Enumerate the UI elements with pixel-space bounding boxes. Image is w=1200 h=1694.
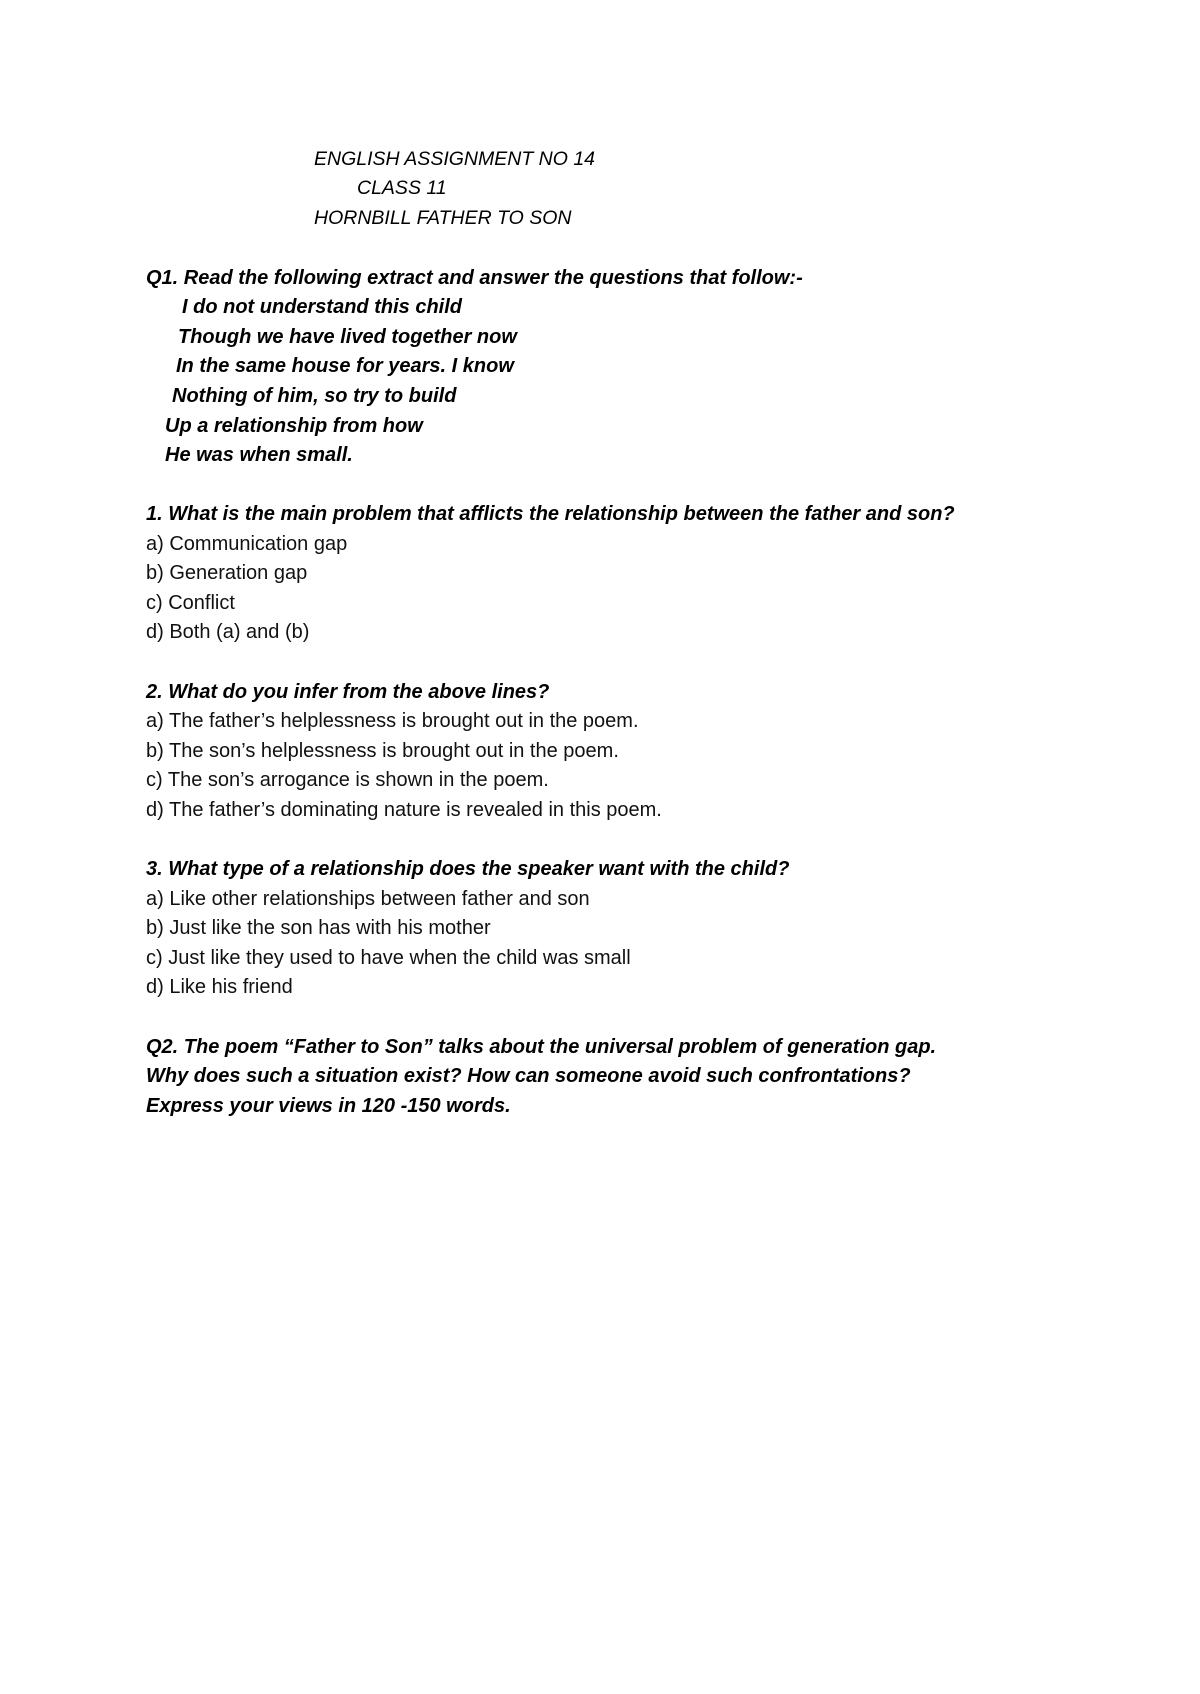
assignment-subtitle: HORNBILL FATHER TO SON: [314, 207, 572, 229]
extract-line: Up a relationship from how: [165, 415, 423, 437]
question-3-option-b: b) Just like the son has with his mother: [146, 917, 491, 939]
question-1-option-b: b) Generation gap: [146, 562, 308, 584]
question-3-option-c: c) Just like they used to have when the child was small: [146, 947, 631, 969]
question-2-option-c: c) The son’s arrogance is shown in the poem.: [146, 769, 549, 791]
q2-line: Express your views in 120 -150 words.: [146, 1095, 511, 1117]
question-1-option-a: a) Communication gap: [146, 533, 348, 555]
assignment-title: ENGLISH ASSIGNMENT NO 14: [314, 148, 596, 170]
question-3: 3. What type of a relationship does the speaker want with the child?: [146, 858, 790, 880]
class-label: CLASS 11: [357, 177, 447, 199]
question-3-option-d: d) Like his friend: [146, 976, 293, 998]
question-1-option-d: d) Both (a) and (b): [146, 621, 310, 643]
question-1-option-c: c) Conflict: [146, 592, 235, 614]
question-1: 1. What is the main problem that afflicts the relationship between the father and son?: [146, 503, 955, 525]
question-2-option-d: d) The father’s dominating nature is revealed in this poem.: [146, 799, 662, 821]
q2-line: Why does such a situation exist? How can someone avoid such confrontations?: [146, 1065, 911, 1087]
extract-line: In the same house for years. I know: [176, 355, 514, 377]
extract-line: I do not understand this child: [182, 296, 462, 318]
question-2-option-a: a) The father’s helplessness is brought out in the poem.: [146, 710, 639, 732]
extract-line: He was when small.: [165, 444, 353, 466]
q1-prompt: Q1. Read the following extract and answer the questions that follow:-: [146, 267, 803, 289]
question-2-option-b: b) The son’s helplessness is brought out in the poem.: [146, 740, 619, 762]
q2-line: Q2. The poem “Father to Son” talks about the universal problem of generation gap.: [146, 1036, 937, 1058]
question-3-option-a: a) Like other relationships between father and son: [146, 888, 590, 910]
extract-line: Nothing of him, so try to build: [172, 385, 457, 407]
extract-line: Though we have lived together now: [178, 326, 517, 348]
question-2: 2. What do you infer from the above lines?: [146, 681, 550, 703]
